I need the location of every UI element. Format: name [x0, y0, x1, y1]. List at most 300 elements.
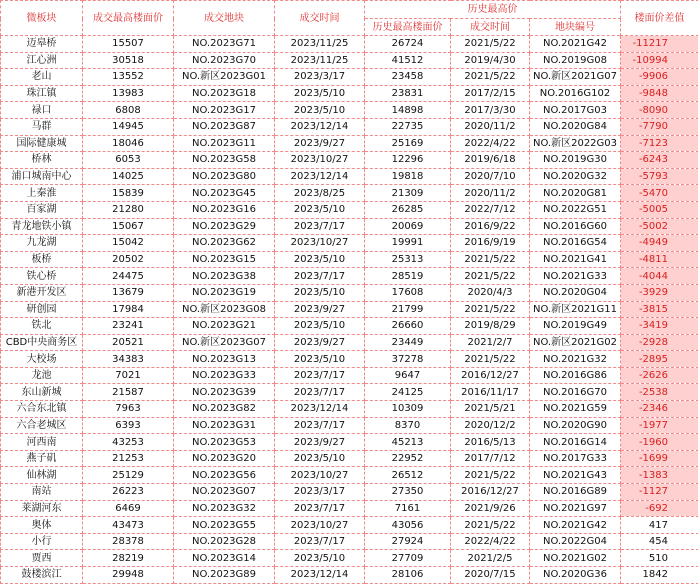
- cell-new-price: 13983: [83, 85, 174, 102]
- cell-block-name: 鼓楼滨江: [1, 567, 83, 584]
- table-row: [1, 235, 698, 252]
- cell-new-time: 2023/10/27: [275, 152, 365, 169]
- table-body: [1, 36, 698, 584]
- cell-block-name: 桥林: [1, 152, 83, 169]
- cell-block-name: 莱湖河东: [1, 500, 83, 517]
- cell-new-time: 2023/3/17: [275, 69, 365, 86]
- cell-price-diff: -1977: [621, 417, 698, 434]
- cell-new-price: 20521: [83, 334, 174, 351]
- cell-price-diff: -2895: [621, 351, 698, 368]
- cell-price-diff: -4044: [621, 268, 698, 285]
- cell-new-time: 2023/5/10: [275, 102, 365, 119]
- cell-price-diff: -2626: [621, 367, 698, 384]
- cell-hist-code: NO.2016G89: [530, 484, 621, 501]
- table-row: [1, 185, 698, 202]
- cell-new-price: 21280: [83, 201, 174, 218]
- table-row: [1, 284, 698, 301]
- header-hist-code: 地块编号: [530, 19, 621, 36]
- cell-new-time: 2023/7/17: [275, 218, 365, 235]
- cell-price-diff: 510: [621, 550, 698, 567]
- cell-hist-code: NO.2021G59: [530, 401, 621, 418]
- cell-hist-code: NO.2021G41: [530, 251, 621, 268]
- cell-price-diff: -7123: [621, 135, 698, 152]
- cell-hist-code: NO.2021G97: [530, 500, 621, 517]
- cell-hist-code: NO.2019G49: [530, 318, 621, 335]
- cell-new-price: 43473: [83, 517, 174, 534]
- table-row: [1, 467, 698, 484]
- table-row: [1, 318, 698, 335]
- cell-price-diff: -2346: [621, 401, 698, 418]
- cell-new-time: 2023/9/27: [275, 334, 365, 351]
- cell-hist-code: NO.2021G43: [530, 467, 621, 484]
- cell-new-time: 2023/7/17: [275, 500, 365, 517]
- cell-new-plot: NO.2023G07: [174, 484, 275, 501]
- cell-block-name: 迈皋桥: [1, 36, 83, 53]
- table-row: [1, 334, 698, 351]
- cell-new-price: 18046: [83, 135, 174, 152]
- cell-price-diff: -5005: [621, 201, 698, 218]
- cell-block-name: 小行: [1, 533, 83, 550]
- table-row: [1, 301, 698, 318]
- cell-new-time: 2023/11/25: [275, 52, 365, 69]
- cell-block-name: 河西南: [1, 434, 83, 451]
- cell-new-plot: NO.2023G53: [174, 434, 275, 451]
- cell-new-time: 2023/5/10: [275, 550, 365, 567]
- cell-new-time: 2023/5/10: [275, 351, 365, 368]
- cell-hist-price: 21799: [365, 301, 451, 318]
- cell-price-diff: -3815: [621, 301, 698, 318]
- cell-block-name: 仙林湖: [1, 467, 83, 484]
- cell-hist-price: 28519: [365, 268, 451, 285]
- cell-hist-price: 26512: [365, 467, 451, 484]
- cell-hist-time: 2021/2/7: [451, 334, 530, 351]
- cell-new-price: 7021: [83, 367, 174, 384]
- table-row: [1, 484, 698, 501]
- cell-block-name: 九龙湖: [1, 235, 83, 252]
- cell-new-price: 7963: [83, 401, 174, 418]
- cell-new-plot: NO.2023G38: [174, 268, 275, 285]
- cell-hist-price: 24125: [365, 384, 451, 401]
- table-row: [1, 118, 698, 135]
- cell-new-time: 2023/12/14: [275, 401, 365, 418]
- cell-hist-price: 22952: [365, 450, 451, 467]
- cell-hist-code: NO.2017G33: [530, 450, 621, 467]
- table-row: [1, 567, 698, 584]
- cell-hist-price: 45213: [365, 434, 451, 451]
- header-block: 微板块: [1, 1, 83, 36]
- cell-price-diff: -1127: [621, 484, 698, 501]
- cell-hist-code: NO.2021G02: [530, 550, 621, 567]
- cell-new-plot: NO.2023G89: [174, 567, 275, 584]
- cell-hist-time: 2017/3/30: [451, 102, 530, 119]
- cell-new-time: 2023/10/27: [275, 235, 365, 252]
- cell-new-time: 2023/7/17: [275, 533, 365, 550]
- cell-new-price: 14025: [83, 168, 174, 185]
- cell-hist-price: 26724: [365, 36, 451, 53]
- cell-hist-code: NO.2020G84: [530, 118, 621, 135]
- table-row: [1, 251, 698, 268]
- cell-new-price: 15507: [83, 36, 174, 53]
- cell-new-plot: NO.2023G11: [174, 135, 275, 152]
- cell-new-plot: NO.2023G21: [174, 318, 275, 335]
- cell-price-diff: -1699: [621, 450, 698, 467]
- cell-hist-time: 2019/4/30: [451, 52, 530, 69]
- cell-block-name: 国际健康城: [1, 135, 83, 152]
- cell-new-plot: NO.新区2023G01: [174, 69, 275, 86]
- cell-new-plot: NO.2023G45: [174, 185, 275, 202]
- cell-new-price: 26223: [83, 484, 174, 501]
- cell-block-name: 板桥: [1, 251, 83, 268]
- table-row: [1, 517, 698, 534]
- cell-block-name: 龙池: [1, 367, 83, 384]
- cell-new-price: 15839: [83, 185, 174, 202]
- cell-hist-price: 21309: [365, 185, 451, 202]
- cell-hist-time: 2021/5/22: [451, 268, 530, 285]
- table-row: [1, 533, 698, 550]
- cell-hist-time: 2021/5/22: [451, 69, 530, 86]
- cell-hist-price: 10309: [365, 401, 451, 418]
- cell-hist-time: 2021/5/22: [451, 351, 530, 368]
- cell-price-diff: -4811: [621, 251, 698, 268]
- cell-hist-code: NO.2016G102: [530, 85, 621, 102]
- cell-new-time: 2023/10/27: [275, 467, 365, 484]
- cell-new-time: 2023/7/17: [275, 268, 365, 285]
- cell-new-price: 34383: [83, 351, 174, 368]
- table-row: [1, 218, 698, 235]
- cell-price-diff: -10994: [621, 52, 698, 69]
- table-row: [1, 152, 698, 169]
- cell-hist-time: 2016/9/19: [451, 235, 530, 252]
- cell-new-price: 17984: [83, 301, 174, 318]
- cell-new-time: 2023/8/25: [275, 185, 365, 202]
- table-row: [1, 401, 698, 418]
- cell-hist-price: 7161: [365, 500, 451, 517]
- cell-hist-time: 2022/7/12: [451, 201, 530, 218]
- table-row: [1, 168, 698, 185]
- cell-hist-price: 22735: [365, 118, 451, 135]
- table-row: [1, 384, 698, 401]
- cell-new-plot: NO.2023G20: [174, 450, 275, 467]
- cell-new-time: 2023/7/17: [275, 367, 365, 384]
- cell-new-price: 28219: [83, 550, 174, 567]
- cell-hist-price: 23831: [365, 85, 451, 102]
- cell-new-plot: NO.2023G55: [174, 517, 275, 534]
- header-diff: 楼面价差值: [621, 1, 698, 36]
- cell-hist-code: NO.新区2021G07: [530, 69, 621, 86]
- cell-hist-code: NO.2017G03: [530, 102, 621, 119]
- cell-hist-price: 37278: [365, 351, 451, 368]
- cell-hist-time: 2019/8/29: [451, 318, 530, 335]
- cell-new-price: 23241: [83, 318, 174, 335]
- cell-new-plot: NO.2023G15: [174, 251, 275, 268]
- cell-new-price: 13679: [83, 284, 174, 301]
- table-row: [1, 268, 698, 285]
- cell-price-diff: -7790: [621, 118, 698, 135]
- cell-new-price: 25129: [83, 467, 174, 484]
- table-row: [1, 69, 698, 86]
- cell-block-name: 铁心桥: [1, 268, 83, 285]
- cell-new-time: 2023/5/10: [275, 85, 365, 102]
- header-hist-time: 成交时间: [451, 19, 530, 36]
- cell-hist-price: 20069: [365, 218, 451, 235]
- cell-hist-code: NO.2021G42: [530, 517, 621, 534]
- cell-hist-time: 2020/11/2: [451, 185, 530, 202]
- table-row: [1, 500, 698, 517]
- header-history-group: 历史最高价: [365, 1, 621, 19]
- cell-block-name: 百家湖: [1, 201, 83, 218]
- cell-new-price: 29948: [83, 567, 174, 584]
- cell-block-name: 马群: [1, 118, 83, 135]
- cell-price-diff: 1842: [621, 567, 698, 584]
- table-row: [1, 102, 698, 119]
- cell-new-price: 21253: [83, 450, 174, 467]
- cell-new-price: 6469: [83, 500, 174, 517]
- cell-price-diff: -2928: [621, 334, 698, 351]
- table-row: [1, 201, 698, 218]
- cell-price-diff: 454: [621, 533, 698, 550]
- cell-block-name: 铁北: [1, 318, 83, 335]
- cell-hist-time: 2017/7/12: [451, 450, 530, 467]
- cell-hist-price: 41512: [365, 52, 451, 69]
- table-row: [1, 367, 698, 384]
- cell-hist-price: 27709: [365, 550, 451, 567]
- cell-new-price: 6808: [83, 102, 174, 119]
- cell-price-diff: -1960: [621, 434, 698, 451]
- cell-block-name: 禄口: [1, 102, 83, 119]
- cell-price-diff: -5002: [621, 218, 698, 235]
- cell-hist-time: 2021/5/22: [451, 36, 530, 53]
- cell-new-time: 2023/5/10: [275, 251, 365, 268]
- cell-hist-time: 2021/2/5: [451, 550, 530, 567]
- cell-block-name: 六合老城区: [1, 417, 83, 434]
- cell-hist-price: 25313: [365, 251, 451, 268]
- cell-new-plot: NO.2023G19: [174, 284, 275, 301]
- cell-new-time: 2023/12/14: [275, 118, 365, 135]
- cell-new-plot: NO.2023G82: [174, 401, 275, 418]
- cell-hist-time: 2021/9/26: [451, 500, 530, 517]
- cell-new-time: 2023/5/10: [275, 201, 365, 218]
- cell-new-time: 2023/11/25: [275, 36, 365, 53]
- cell-new-plot: NO.2023G56: [174, 467, 275, 484]
- cell-price-diff: -9848: [621, 85, 698, 102]
- cell-block-name: 东山新城: [1, 384, 83, 401]
- cell-hist-code: NO.2020G32: [530, 168, 621, 185]
- header-new-time: 成交时间: [275, 1, 365, 36]
- cell-hist-code: NO.2016G70: [530, 384, 621, 401]
- cell-hist-code: NO.2020G81: [530, 185, 621, 202]
- table-row: [1, 135, 698, 152]
- cell-hist-time: 2016/12/27: [451, 367, 530, 384]
- table-row: [1, 36, 698, 53]
- cell-hist-price: 9647: [365, 367, 451, 384]
- cell-hist-code: NO.新区2022G03: [530, 135, 621, 152]
- cell-hist-price: 19991: [365, 235, 451, 252]
- table-row: [1, 550, 698, 567]
- cell-block-name: 研创园: [1, 301, 83, 318]
- cell-new-plot: NO.2023G62: [174, 235, 275, 252]
- cell-hist-code: NO.2021G33: [530, 268, 621, 285]
- cell-new-time: 2023/9/27: [275, 135, 365, 152]
- cell-new-time: 2023/5/10: [275, 284, 365, 301]
- cell-price-diff: -3419: [621, 318, 698, 335]
- cell-new-plot: NO.2023G17: [174, 102, 275, 119]
- table-row: [1, 434, 698, 451]
- cell-price-diff: -4949: [621, 235, 698, 252]
- cell-hist-price: 26660: [365, 318, 451, 335]
- cell-hist-code: NO.2020G36: [530, 567, 621, 584]
- cell-price-diff: -8090: [621, 102, 698, 119]
- cell-price-diff: -9906: [621, 69, 698, 86]
- cell-block-name: CBD中央商务区: [1, 334, 83, 351]
- cell-new-time: 2023/12/14: [275, 168, 365, 185]
- cell-hist-code: NO.新区2021G02: [530, 334, 621, 351]
- cell-new-time: 2023/7/17: [275, 384, 365, 401]
- cell-hist-time: 2020/4/3: [451, 284, 530, 301]
- cell-block-name: 江心洲: [1, 52, 83, 69]
- header-new-price: 成交最高楼面价: [83, 1, 174, 36]
- cell-new-price: 15067: [83, 218, 174, 235]
- cell-block-name: 上秦淮: [1, 185, 83, 202]
- cell-hist-time: 2020/7/15: [451, 567, 530, 584]
- cell-block-name: 新港开发区: [1, 284, 83, 301]
- cell-hist-time: 2021/5/22: [451, 301, 530, 318]
- cell-price-diff: -5793: [621, 168, 698, 185]
- cell-hist-time: 2022/4/22: [451, 135, 530, 152]
- cell-new-plot: NO.2023G71: [174, 36, 275, 53]
- cell-hist-time: 2020/12/2: [451, 417, 530, 434]
- cell-block-name: 燕子矶: [1, 450, 83, 467]
- cell-hist-time: 2020/7/10: [451, 168, 530, 185]
- cell-new-time: 2023/5/10: [275, 318, 365, 335]
- cell-new-plot: NO.2023G16: [174, 201, 275, 218]
- header-hist-price: 历史最高楼面价: [365, 19, 451, 36]
- cell-new-price: 20502: [83, 251, 174, 268]
- cell-hist-price: 28106: [365, 567, 451, 584]
- cell-new-plot: NO.2023G80: [174, 168, 275, 185]
- cell-hist-price: 25169: [365, 135, 451, 152]
- cell-block-name: 大校场: [1, 351, 83, 368]
- cell-hist-code: NO.2022G51: [530, 201, 621, 218]
- cell-hist-time: 2020/11/2: [451, 118, 530, 135]
- cell-hist-code: NO.2016G54: [530, 235, 621, 252]
- cell-hist-code: NO.2016G60: [530, 218, 621, 235]
- cell-new-price: 43253: [83, 434, 174, 451]
- cell-price-diff: -692: [621, 500, 698, 517]
- cell-hist-code: NO.2016G14: [530, 434, 621, 451]
- cell-new-plot: NO.2023G28: [174, 533, 275, 550]
- cell-new-plot: NO.2023G14: [174, 550, 275, 567]
- cell-hist-code: NO.2020G90: [530, 417, 621, 434]
- cell-hist-code: NO.2019G30: [530, 152, 621, 169]
- cell-hist-price: 23449: [365, 334, 451, 351]
- cell-hist-time: 2016/11/17: [451, 384, 530, 401]
- cell-price-diff: -1383: [621, 467, 698, 484]
- cell-hist-time: 2016/9/22: [451, 218, 530, 235]
- cell-new-time: 2023/5/10: [275, 450, 365, 467]
- cell-price-diff: -5470: [621, 185, 698, 202]
- cell-hist-time: 2017/2/15: [451, 85, 530, 102]
- cell-new-plot: NO.2023G58: [174, 152, 275, 169]
- cell-new-plot: NO.2023G33: [174, 367, 275, 384]
- cell-block-name: 浦口城南中心: [1, 168, 83, 185]
- cell-hist-time: 2016/5/13: [451, 434, 530, 451]
- cell-hist-code: NO.新区2021G11: [530, 301, 621, 318]
- cell-new-plot: NO.2023G18: [174, 85, 275, 102]
- cell-hist-price: 14898: [365, 102, 451, 119]
- cell-new-plot: NO.新区2023G08: [174, 301, 275, 318]
- cell-hist-time: 2016/12/27: [451, 484, 530, 501]
- cell-price-diff: 417: [621, 517, 698, 534]
- table-row: [1, 417, 698, 434]
- cell-price-diff: -11217: [621, 36, 698, 53]
- cell-price-diff: -6243: [621, 152, 698, 169]
- cell-new-time: 2023/3/17: [275, 484, 365, 501]
- cell-hist-code: NO.2021G42: [530, 36, 621, 53]
- cell-price-diff: -2538: [621, 384, 698, 401]
- cell-hist-price: 27924: [365, 533, 451, 550]
- cell-new-price: 14945: [83, 118, 174, 135]
- cell-block-name: 六合东北镇: [1, 401, 83, 418]
- cell-new-time: 2023/9/27: [275, 301, 365, 318]
- cell-new-price: 24475: [83, 268, 174, 285]
- cell-hist-time: 2019/6/18: [451, 152, 530, 169]
- cell-hist-code: NO.2020G04: [530, 284, 621, 301]
- table-row: [1, 85, 698, 102]
- cell-new-plot: NO.2023G32: [174, 500, 275, 517]
- cell-hist-time: 2022/4/22: [451, 533, 530, 550]
- cell-hist-price: 23458: [365, 69, 451, 86]
- cell-new-plot: NO.2023G29: [174, 218, 275, 235]
- cell-hist-time: 2021/5/22: [451, 251, 530, 268]
- cell-hist-price: 17608: [365, 284, 451, 301]
- cell-new-time: 2023/9/27: [275, 434, 365, 451]
- cell-block-name: 奥体: [1, 517, 83, 534]
- cell-new-time: 2023/10/27: [275, 517, 365, 534]
- cell-block-name: 贾西: [1, 550, 83, 567]
- cell-hist-code: NO.2019G08: [530, 52, 621, 69]
- cell-hist-code: NO.2021G32: [530, 351, 621, 368]
- cell-block-name: 珠江镇: [1, 85, 83, 102]
- cell-price-diff: -3929: [621, 284, 698, 301]
- cell-new-plot: NO.2023G31: [174, 417, 275, 434]
- cell-hist-code: NO.2022G04: [530, 533, 621, 550]
- cell-block-name: 青龙地铁小镇: [1, 218, 83, 235]
- cell-hist-price: 26285: [365, 201, 451, 218]
- cell-new-plot: NO.2023G39: [174, 384, 275, 401]
- cell-new-price: 6393: [83, 417, 174, 434]
- cell-hist-price: 12296: [365, 152, 451, 169]
- cell-hist-price: 27350: [365, 484, 451, 501]
- cell-hist-time: 2021/5/21: [451, 401, 530, 418]
- cell-new-price: 28378: [83, 533, 174, 550]
- cell-new-price: 6053: [83, 152, 174, 169]
- cell-new-time: 2023/7/17: [275, 417, 365, 434]
- cell-new-time: 2023/12/14: [275, 567, 365, 584]
- cell-hist-price: 19818: [365, 168, 451, 185]
- cell-new-plot: NO.2023G13: [174, 351, 275, 368]
- cell-new-price: 13552: [83, 69, 174, 86]
- cell-block-name: 老山: [1, 69, 83, 86]
- table-row: [1, 351, 698, 368]
- cell-hist-time: 2021/5/22: [451, 517, 530, 534]
- cell-new-price: 30518: [83, 52, 174, 69]
- cell-hist-price: 8370: [365, 417, 451, 434]
- table-row: [1, 450, 698, 467]
- cell-new-price: 21587: [83, 384, 174, 401]
- cell-hist-time: 2021/5/22: [451, 467, 530, 484]
- cell-new-plot: NO.新区2023G07: [174, 334, 275, 351]
- cell-hist-price: 43056: [365, 517, 451, 534]
